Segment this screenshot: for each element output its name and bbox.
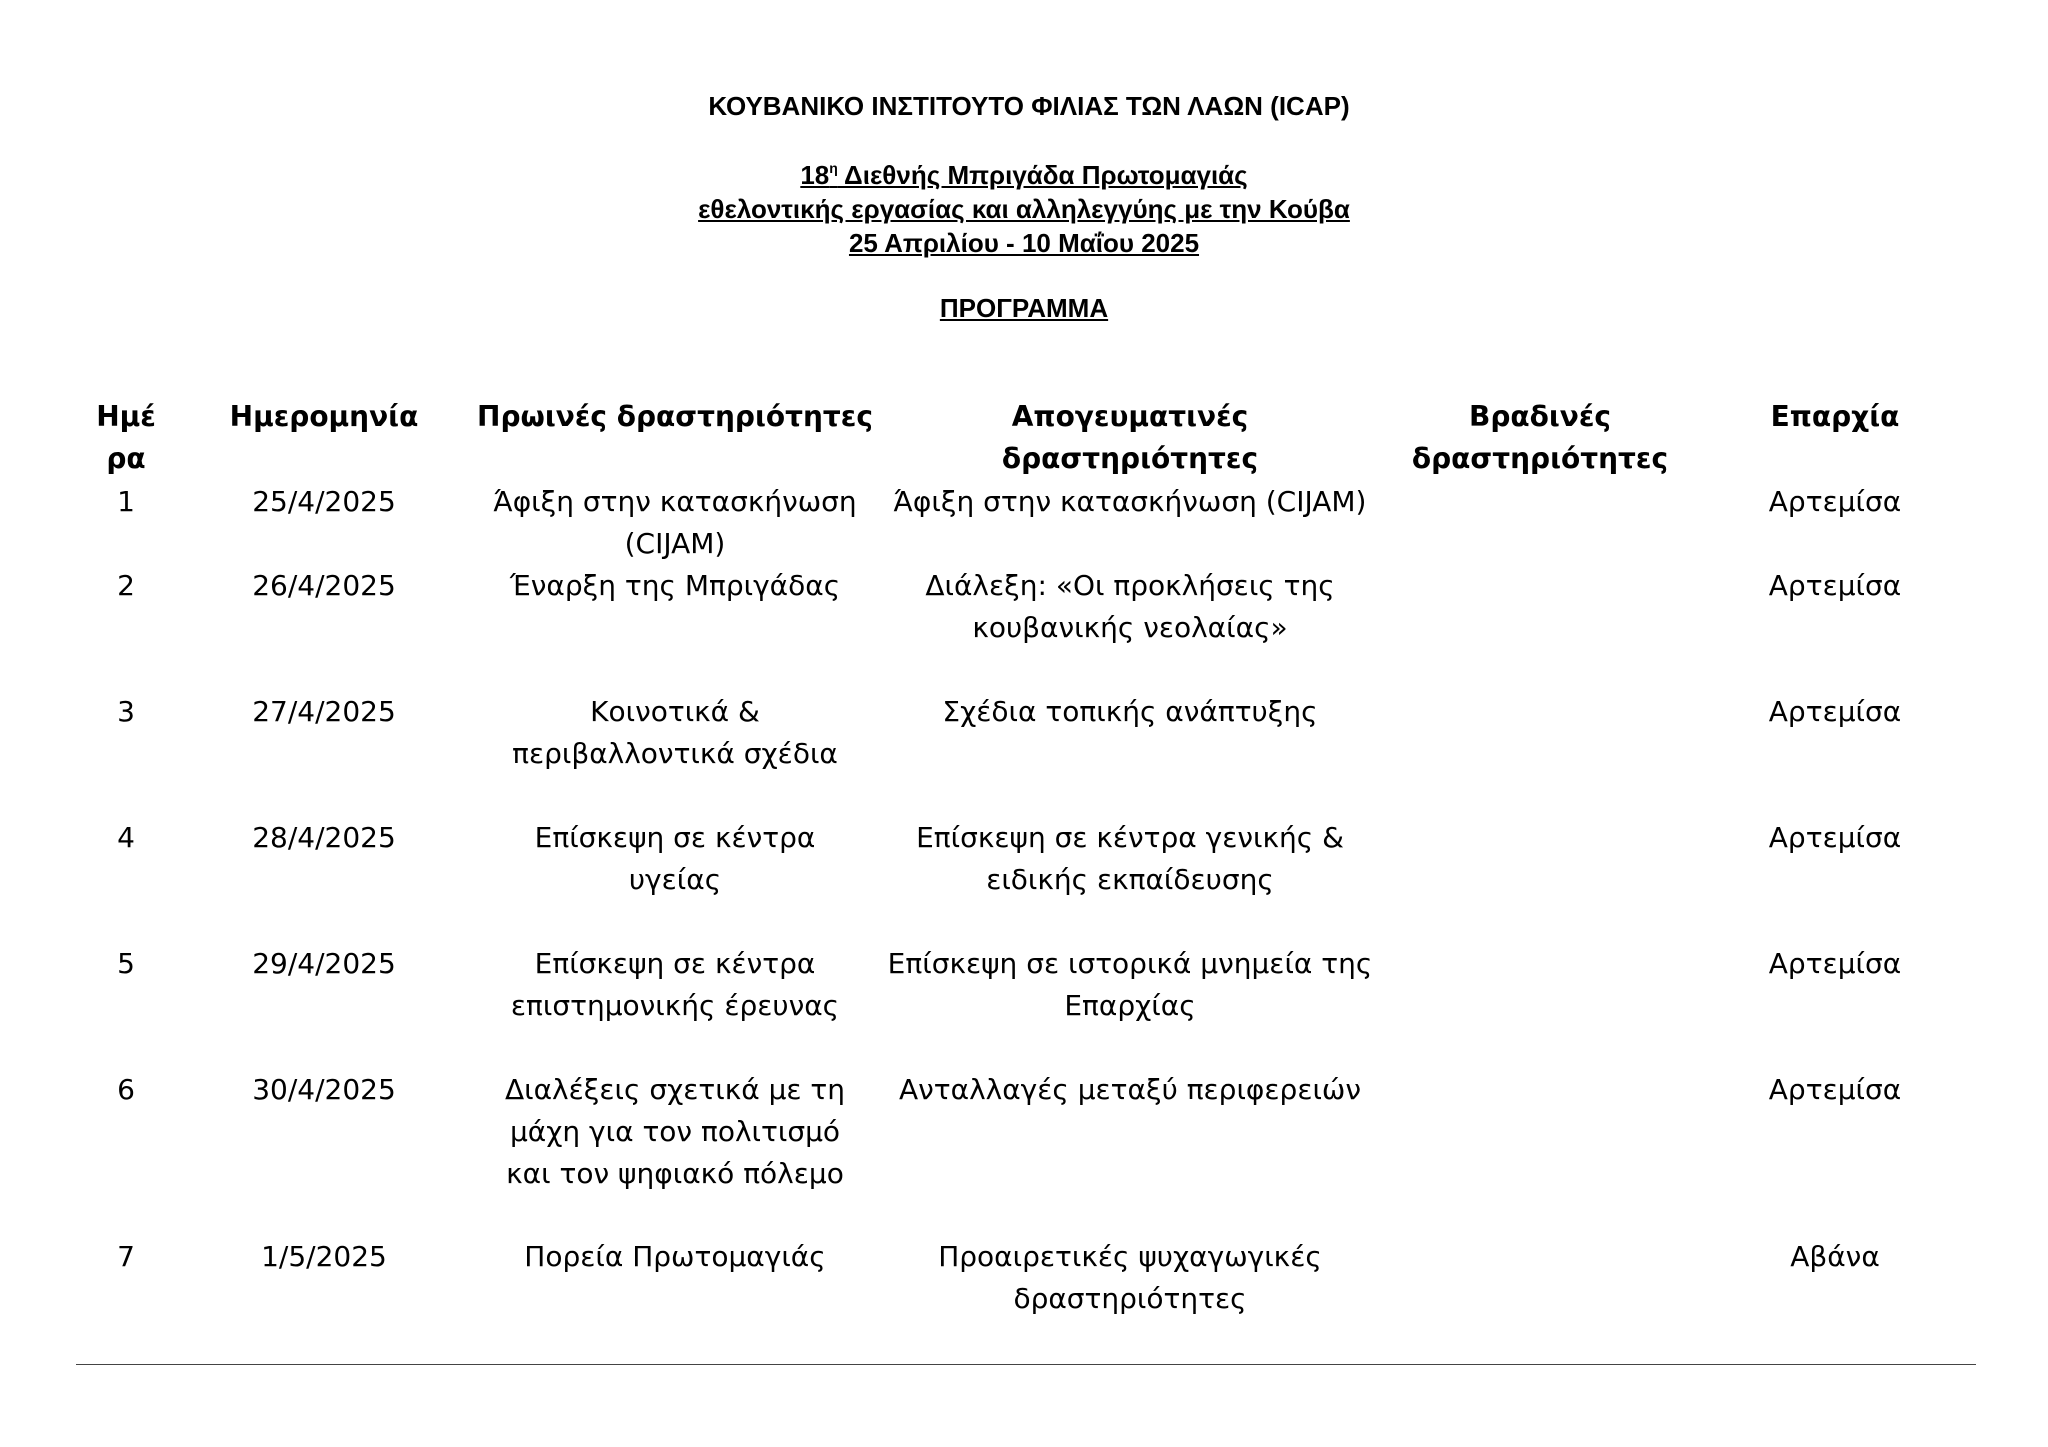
cell-day: 7 (117, 1240, 135, 1273)
document-title: ΚΟΥΒΑΝΙΚΟ ΙΝΣΤΙΤΟΥΤΟ ΦΙΛΙΑΣ ΤΩΝ ΛΑΩΝ (ICAP) (708, 91, 1350, 121)
cell-day: 2 (117, 569, 135, 602)
cell-date: 27/4/2025 (252, 695, 396, 728)
cell-morning: Κοινοτικά & περιβαλλοντικά σχέδια (512, 695, 838, 770)
cell-morning: Επίσκεψη σε κέντρα επιστημονικής έρευνας (510, 947, 840, 1022)
cell-afternoon: Άφιξη στην κατασκήνωση (CIJAM) (893, 485, 1367, 518)
cell-afternoon: Ανταλλαγές μεταξύ περιφερειών (898, 1073, 1362, 1106)
header-day: Ημέ ρα (96, 400, 156, 475)
cell-day: 1 (117, 485, 135, 518)
header-morning: Πρωινές δραστηριότητες (477, 400, 873, 433)
cell-province: Αρτεμίσα (1768, 947, 1902, 980)
edition-suffix: η (829, 160, 838, 176)
cell-afternoon: Επίσκεψη σε κέντρα γενικής & ειδικής εκπαίδευσης (916, 821, 1344, 896)
cell-date: 25/4/2025 (252, 485, 396, 518)
cell-day: 5 (117, 947, 135, 980)
cell-province: Αβάνα (1790, 1240, 1880, 1273)
bottom-divider (76, 1364, 1976, 1365)
header-afternoon: Απογευματινές δραστηριότητες (1001, 400, 1259, 475)
cell-province: Αρτεμίσα (1768, 569, 1902, 602)
cell-date: 29/4/2025 (252, 947, 396, 980)
cell-morning: Επίσκεψη σε κέντρα υγείας (534, 821, 816, 896)
cell-morning: Πορεία Πρωτομαγιάς (524, 1240, 826, 1273)
header-province: Επαρχία (1770, 400, 1900, 433)
cell-morning: Έναρξη της Μπριγάδας (509, 569, 841, 602)
subtitle-line-2: εθελοντικής εργασίας και αλληλεγγύης με την Κούβα (698, 194, 1350, 224)
cell-date: 1/5/2025 (261, 1240, 387, 1273)
cell-afternoon: Προαιρετικές ψυχαγωγικές δραστηριότητες (938, 1240, 1322, 1315)
cell-province: Αρτεμίσα (1768, 1073, 1902, 1106)
cell-afternoon: Διάλεξη: «Οι προκλήσεις της κουβανικής νεολαίας» (925, 569, 1335, 644)
cell-afternoon: Επίσκεψη σε ιστορικά μνημεία της Επαρχίας (887, 947, 1373, 1022)
cell-date: 26/4/2025 (252, 569, 396, 602)
cell-morning: Άφιξη στην κατασκήνωση (CIJAM) (493, 485, 857, 560)
cell-day: 4 (117, 821, 135, 854)
cell-day: 6 (117, 1073, 135, 1106)
cell-province: Αρτεμίσα (1768, 485, 1902, 518)
date-range: 25 Απριλίου - 10 Μαΐου 2025 (848, 228, 1200, 258)
subtitle-line-1 (0, 158, 2048, 192)
cell-date: 28/4/2025 (252, 821, 396, 854)
program-heading: ΠΡΟΓΡΑΜΜΑ (939, 293, 1109, 323)
cell-afternoon: Σχέδια τοπικής ανάπτυξης (942, 695, 1318, 728)
cell-province: Αρτεμίσα (1768, 695, 1902, 728)
cell-morning: Διαλέξεις σχετικά με τη μάχη για τον πολιτισμό και τον ψηφιακό πόλεμο (504, 1073, 846, 1190)
edition-number: 18 (800, 160, 830, 190)
cell-day: 3 (117, 695, 135, 728)
brigade-name: Διεθνής Μπριγάδα Πρωτομαγιάς (837, 160, 1248, 190)
header-evening: Βραδινές δραστηριότητες (1411, 400, 1669, 475)
header-date: Ημερομηνία (229, 400, 419, 433)
cell-date: 30/4/2025 (252, 1073, 396, 1106)
cell-province: Αρτεμίσα (1768, 821, 1902, 854)
